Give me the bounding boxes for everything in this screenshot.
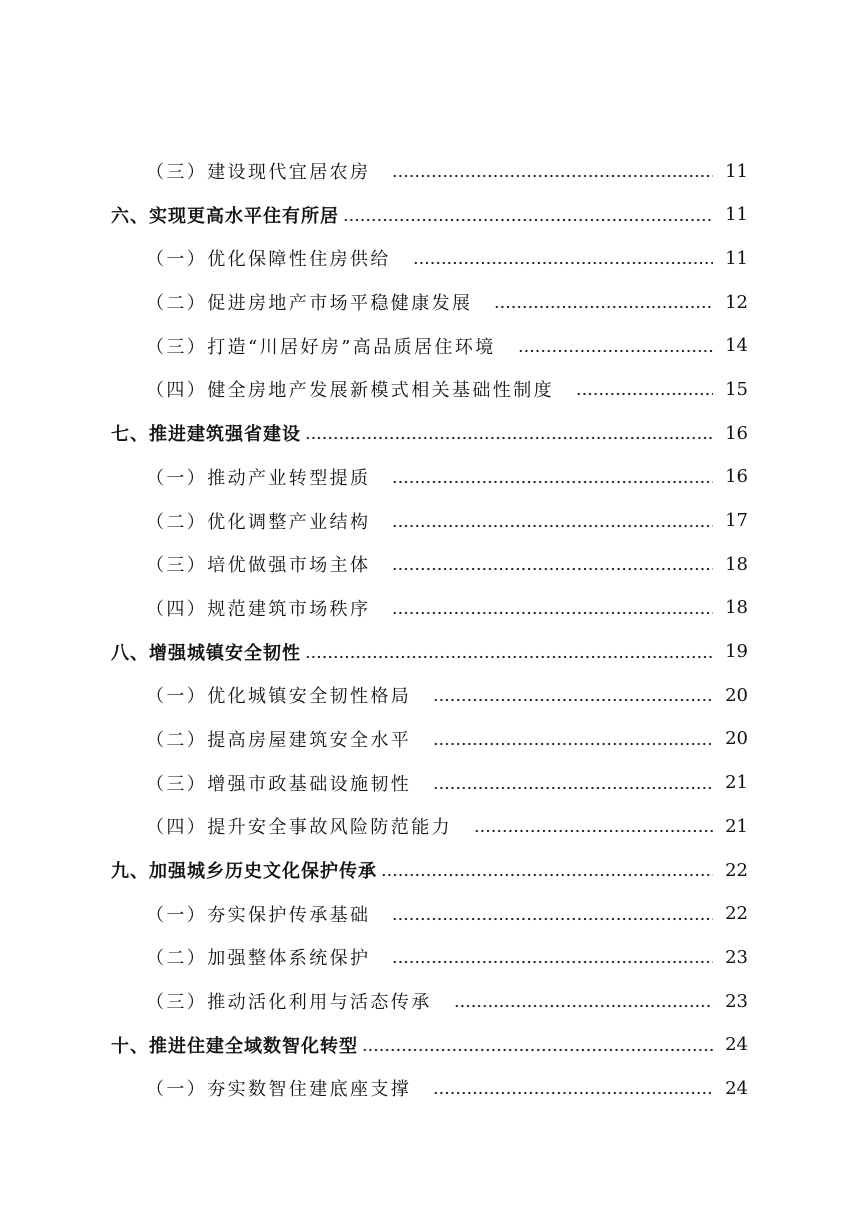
toc-entry-line [111,639,748,665]
toc-entry-line [111,420,748,446]
toc-subsection-entry[interactable] [0,235,860,279]
toc-page-number: 21 [725,815,748,837]
toc-page-number: 22 [725,859,748,881]
toc-page-number: 11 [725,160,748,182]
toc-page-number: 18 [725,597,748,619]
toc-entry-title: （四）提升安全事故风险防范能力 [146,817,452,839]
dot-leader [576,392,713,396]
dot-leader [392,960,713,964]
toc-subsection-entry[interactable] [0,323,860,367]
toc-page-number: 20 [725,728,748,750]
toc-subsection-entry[interactable] [0,891,860,935]
toc-page-number: 12 [725,291,748,313]
toc-entry-line [146,770,748,796]
toc-subsection-entry[interactable] [0,934,860,978]
toc-subsection-entry[interactable] [0,279,860,323]
toc-page-number: 23 [725,946,748,968]
toc-entry-title: （一）优化保障性住房供给 [146,249,391,271]
toc-subsection-entry[interactable] [0,148,860,192]
toc-entry-title: （一）夯实保护传承基础 [146,904,371,926]
dot-leader [413,261,713,265]
toc-page-number: 24 [725,1077,748,1099]
dot-leader [433,698,713,702]
toc-page-number: 21 [725,772,748,794]
toc-entry-title: 七、推进建筑强省建设 [111,424,301,446]
toc-entry-line [146,682,748,708]
toc-entry-line [111,857,748,883]
toc-entry-title: （二）提高房屋建筑安全水平 [146,729,412,751]
toc-entry-line [146,551,748,577]
toc-subsection-entry[interactable] [0,672,860,716]
toc-entry-line [111,202,748,228]
toc-entry-title: 八、增强城镇安全韧性 [111,642,301,664]
toc-entry-title: 十、推进住建全域数智化转型 [111,1035,358,1057]
dot-leader [392,524,713,528]
dot-leader [454,1004,713,1008]
dot-leader [392,567,713,571]
toc-subsection-entry[interactable] [0,498,860,542]
toc-section-entry[interactable] [0,192,860,236]
toc-entry-title: （三）打造“川居好房”高品质居住环境 [146,336,496,358]
toc-entry-title: （一）优化城镇安全韧性格局 [146,686,412,708]
toc-page-number: 11 [725,204,748,226]
toc-section-entry[interactable] [0,1022,860,1066]
dot-leader [494,305,713,309]
toc-entry-title: （二）加强整体系统保护 [146,948,371,970]
toc-entry-line [146,988,748,1014]
toc-subsection-entry[interactable] [0,454,860,498]
toc-page-number: 15 [725,378,748,400]
toc-entry-line [146,333,748,359]
toc-entry-title: （三）建设现代宜居农房 [146,162,371,183]
toc-entry-line [146,464,748,490]
toc-page-number: 19 [725,641,748,663]
dot-leader [305,436,713,440]
toc-entry-title: 九、加强城乡历史文化保护传承 [111,861,377,882]
toc-entry-line [146,245,748,271]
toc-entry-line [146,158,748,184]
toc-entry-title: （三）推动活化利用与活态传承 [146,992,432,1014]
toc-page-number: 16 [725,422,748,444]
toc-entry-title: （三）增强市政基础设施韧性 [146,773,412,795]
toc-subsection-entry[interactable] [0,585,860,629]
toc-entry-title: （四）健全房地产发展新模式相关基础性制度 [146,380,554,402]
toc-page-number: 23 [725,990,748,1012]
dot-leader [433,1091,713,1095]
toc-subsection-entry[interactable] [0,978,860,1022]
toc-entry-title: （一）推动产业转型提质 [146,467,371,489]
dot-leader [518,349,713,353]
dot-leader [433,786,713,790]
dot-leader [392,480,713,484]
toc-page-number: 22 [725,903,748,925]
toc-subsection-entry[interactable] [0,760,860,804]
dot-leader [343,218,713,222]
dot-leader [381,873,713,877]
toc-page-number: 16 [725,466,748,488]
toc-entry-title: （四）规范建筑市场秩序 [146,598,371,620]
toc-entry-line [146,813,748,839]
toc-subsection-entry[interactable] [0,541,860,585]
toc-page-number: 11 [725,247,748,269]
toc-entry-title: （三）培优做强市场主体 [146,555,371,577]
toc-entry-line [146,1075,748,1101]
dot-leader [305,655,713,659]
dot-leader [474,829,713,833]
toc-entry-title: （二）促进房地产市场平稳健康发展 [146,293,473,315]
toc-entry-line [146,944,748,970]
toc-entry-title: （二）优化调整产业结构 [146,511,371,533]
table-of-contents [0,148,860,1109]
toc-page-number: 18 [725,553,748,575]
toc-entry-title: （一）夯实数智住建底座支撑 [146,1079,412,1101]
toc-section-entry[interactable] [0,629,860,673]
dot-leader [392,917,713,921]
dot-leader [433,742,713,746]
toc-entry-line [111,1032,748,1058]
toc-page-number: 24 [725,1034,748,1056]
toc-subsection-entry[interactable] [0,366,860,410]
toc-entry-line [146,376,748,402]
toc-entry-line [146,726,748,752]
toc-subsection-entry[interactable] [0,803,860,847]
toc-entry-line [146,508,748,534]
dot-leader [362,1048,713,1052]
toc-entry-line [146,289,748,315]
toc-entry-title: 六、实现更高水平住有所居 [111,205,339,227]
toc-entry-line [146,595,748,621]
toc-page-number: 14 [725,335,748,357]
toc-section-entry[interactable] [0,847,860,891]
dot-leader [392,611,713,615]
toc-page-number: 20 [725,684,748,706]
toc-section-entry[interactable] [0,410,860,454]
toc-entry-line [146,901,748,927]
toc-page-number: 17 [725,510,748,531]
toc-subsection-entry[interactable] [0,1065,860,1109]
toc-subsection-entry[interactable] [0,716,860,760]
dot-leader [392,174,713,178]
